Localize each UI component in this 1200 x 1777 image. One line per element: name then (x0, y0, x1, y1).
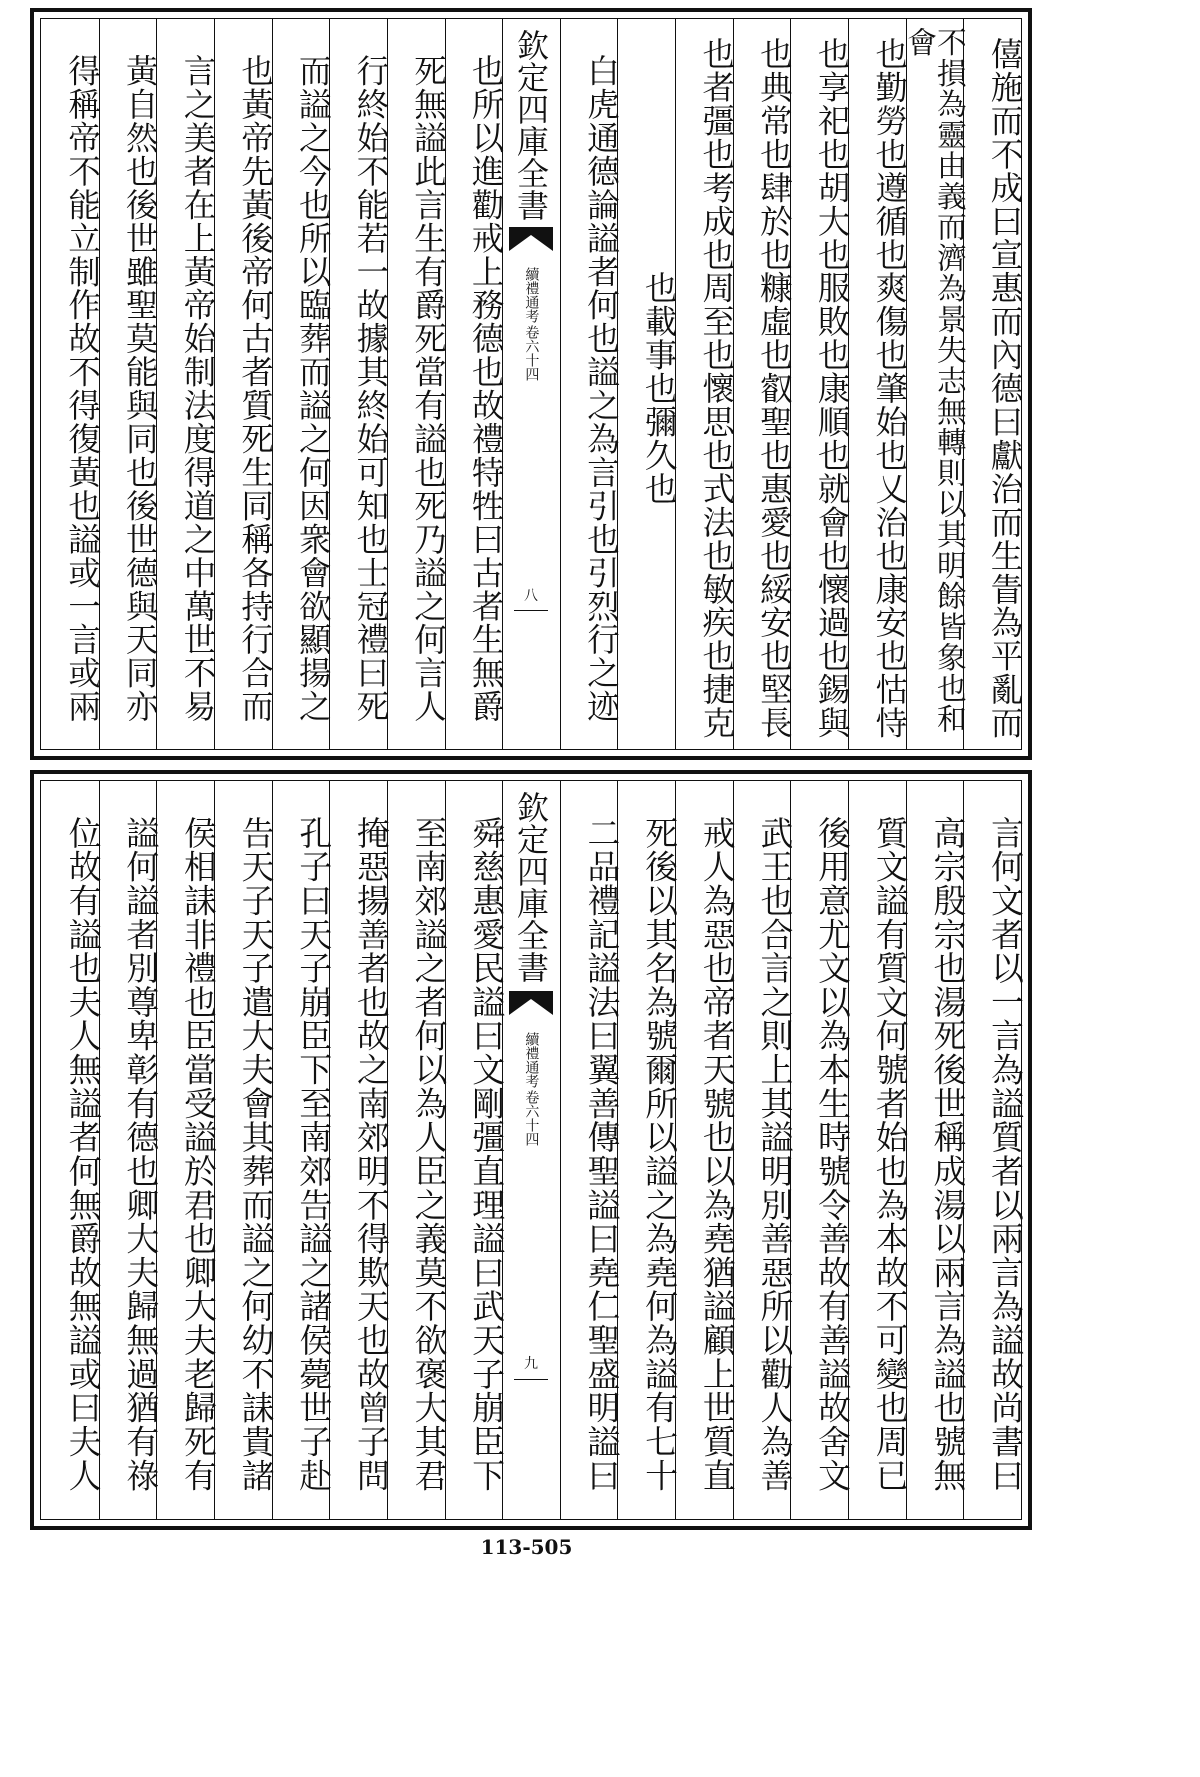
text-column: 告天子天子遣大夫會其葬而謚之何幼不誄貴諸 (236, 815, 275, 1493)
text-column: 僖施而不成曰宣惠而內德曰獻治而生眚為平亂而 (985, 36, 1024, 740)
text-column: 也黃帝先黃後帝何古者質死生同稱各持行合而 (236, 53, 275, 723)
bottom-page (30, 770, 1032, 1530)
text-column: 白虎通德論謚者何也謚之為言引也引烈行之迹 (582, 53, 621, 723)
text-column: 黃自然也後世雖聖莫能與同也後世德與天同亦 (121, 53, 160, 723)
center-fold-column (502, 19, 560, 749)
book-volume-label (524, 267, 539, 381)
text-column: 也者彊也考成也周至也懷思也式法也敏疾也捷克 (697, 36, 736, 740)
text-column: 而謚之今也所以臨葬而謚之何因衆會欲顯揚之 (294, 53, 333, 723)
collection-title: 欽定四庫全書 (511, 29, 550, 221)
center-rule (514, 1379, 549, 1380)
text-column: 也所以進勸戒上務德也故禮特牲曰古者生無爵 (467, 53, 506, 723)
text-column: 武王也合言之則上其謚明別善惡所以勸人為善 (755, 815, 794, 1493)
text-column: 也典常也肆於也糠虛也叡聖也惠愛也綏安也堅長 (755, 36, 794, 740)
text-column: 戒人為惡也帝者天號也以為堯猶謚顧上世質直 (697, 815, 736, 1493)
text-column: 也勤勞也遵循也爽傷也肇始也乂治也康安也怙恃 (870, 36, 909, 740)
bottom-page-inner-frame (40, 780, 1022, 1520)
text-column: 謚何謚者別尊卑彰有德也卿大夫歸無過猶有祿 (121, 815, 160, 1493)
text-column: 孔子曰天子崩臣下至南郊告謚之諸侯薨世子赴 (294, 815, 333, 1493)
book-name: 續禮通考 (523, 1031, 540, 1088)
center-rule (514, 610, 549, 611)
volume-number: 卷六十四 (523, 1089, 540, 1146)
text-column: 死後以其名為號爾所以謚之為堯何為謚有七十 (640, 815, 679, 1493)
text-column: 也載事也彌久也 (640, 270, 679, 506)
collection-title: 欽定四庫全書 (511, 791, 550, 983)
book-volume-label (524, 1032, 539, 1146)
text-column: 二品禮記謚法曰翼善傳聖謚曰堯仁聖盛明謚曰 (582, 815, 621, 1493)
text-column: 高宗殷宗也湯死後世稱成湯以兩言為謚也號無 (928, 815, 967, 1493)
column-divider (560, 19, 561, 749)
text-column: 不損為靈由義而濟為景失志無轉則以其明餘皆象也和會 (901, 27, 967, 735)
top-page (30, 8, 1032, 760)
leaf-page-number: 八 (523, 587, 538, 604)
text-column: 質文謚有質文何號者始也為本故不可變也周已 (870, 815, 909, 1493)
text-column: 後用意尤文以為本生時號令善故有善謚故舍文 (813, 815, 852, 1493)
column-divider (560, 781, 561, 1519)
text-column: 位故有謚也夫人無謚者何無爵故無謚或曰夫人 (63, 815, 102, 1493)
text-column: 至南郊謚之者何以為人臣之義莫不欲褒大其君 (409, 815, 448, 1493)
text-column: 掩惡揚善者也故之南郊明不得欺天也故曾子問 (351, 815, 390, 1493)
text-column: 侯相誄非禮也臣當受謚於君也卿大夫老歸死有 (178, 815, 217, 1493)
center-fold-column (502, 781, 560, 1519)
text-column: 死無謚此言生有爵死當有謚也死乃謚之何言人 (409, 53, 448, 723)
volume-number: 卷六十四 (523, 325, 540, 382)
text-column: 行終始不能若一故據其終始可知也士冠禮曰死 (351, 53, 390, 723)
text-column: 言何文者以一言為謚質者以兩言為謚故尚書曰 (985, 815, 1024, 1493)
book-name: 續禮通考 (523, 267, 540, 324)
leaf-page-number: 九 (523, 1355, 538, 1372)
page-reference: 113-505 (480, 1535, 573, 1559)
text-column: 也享祀也胡大也服敗也康順也就會也懷過也錫與 (813, 36, 852, 740)
text-column: 言之美者在上黃帝始制法度得道之中萬世不易 (178, 53, 217, 723)
text-column: 得稱帝不能立制作故不得復黃也謚或一言或兩 (63, 53, 102, 723)
top-page-inner-frame (40, 18, 1022, 750)
text-column: 舜慈惠愛民謚曰文剛彊直理謚曰武天子崩臣下 (467, 815, 506, 1493)
